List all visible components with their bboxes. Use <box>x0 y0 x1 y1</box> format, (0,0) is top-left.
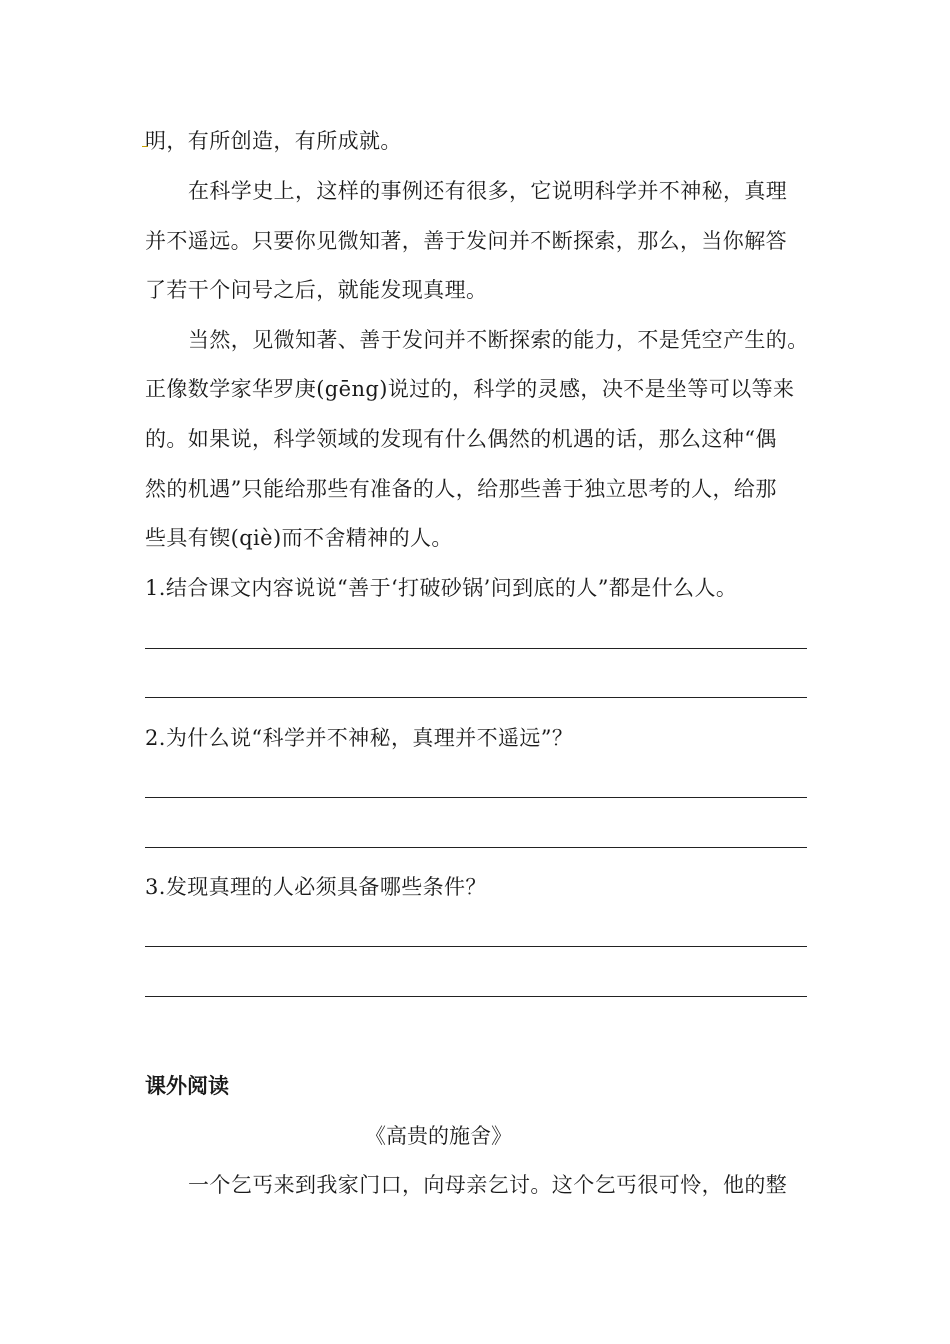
answer-line-3b[interactable] <box>145 996 807 997</box>
answer-line-1a[interactable] <box>145 648 807 649</box>
answer-line-2b[interactable] <box>145 847 807 848</box>
passage-line-1: 明，有所创造，有所成就。 <box>145 129 402 153</box>
reading-title: 《高贵的施舍》 <box>365 1124 512 1148</box>
passage-line-4: 了若干个问号之后，就能发现真理。 <box>145 278 488 302</box>
answer-line-2a[interactable] <box>145 797 807 798</box>
question-3: 3.发现真理的人必须具备哪些条件？ <box>145 875 487 899</box>
passage-line-5: 当然，见微知著、善于发问并不断探索的能力，不是凭空产生的。 <box>188 328 809 352</box>
reading-first-line: 一个乞丐来到我家门口，向母亲乞讨。这个乞丐很可怜，他的整 <box>188 1173 788 1197</box>
passage-line-3: 并不遥远。只要你见微知著，善于发问并不断探索，那么，当你解答 <box>145 229 787 253</box>
passage-line-2: 在科学史上，这样的事例还有很多，它说明科学并不神秘，真理 <box>188 179 788 203</box>
question-2: 2.为什么说“科学并不神秘，真理并不遥远”？ <box>145 726 574 750</box>
answer-line-3a[interactable] <box>145 946 807 947</box>
passage-line-6: 正像数学家华罗庚(gēng)说过的，科学的灵感，决不是坐等可以等来 <box>145 377 795 401</box>
passage-line-9: 些具有锲(qiè)而不舍精神的人。 <box>145 526 453 550</box>
answer-line-1b[interactable] <box>145 697 807 698</box>
question-1: 1.结合课文内容说说“善于‘打破砂锅’问到底的人”都是什么人。 <box>145 576 738 600</box>
passage-line-7: 的。如果说，科学领域的发现有什么偶然的机遇的话，那么这种“偶 <box>145 427 777 451</box>
section-heading: 课外阅读 <box>145 1074 229 1098</box>
passage-line-8: 然的机遇”只能给那些有准备的人，给那些善于独立思考的人，给那 <box>145 477 777 501</box>
